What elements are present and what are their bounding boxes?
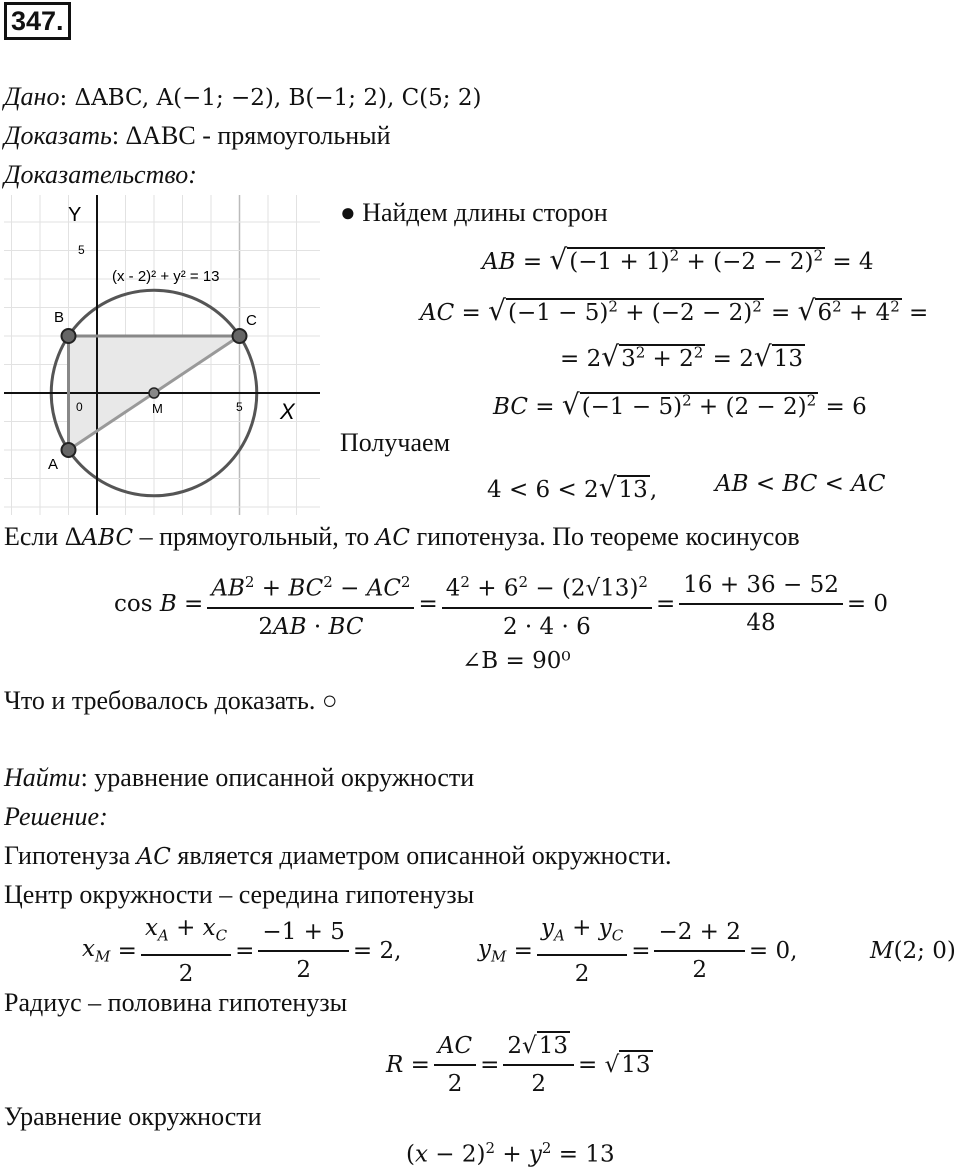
- qed-line: Что и требовалось доказать. ○: [4, 686, 338, 715]
- circle-equation-line: Уравнение окружности: [4, 1102, 262, 1131]
- center-line: Центр окружности – середина гипотенузы: [4, 880, 475, 909]
- point-c-marker: [233, 329, 247, 343]
- prove-label: Доказать: [4, 121, 112, 150]
- solution-label: Решение:: [4, 802, 108, 831]
- prove-line: [4, 121, 391, 151]
- radius-equation: R = $\frac{AC}{2}$ = $\frac{2√13}{2}$ = √13: [386, 1030, 653, 1100]
- eq-ab-radicand: $(-1 + 1)^2 + (-2 - 2)^2$: [569, 246, 824, 275]
- eq-bc: BC = $√(-1 - 5)^2 + (2 - 2)^2 = 6$: [493, 388, 867, 421]
- prove-text: : ΔABC - прямоугольный: [111, 121, 391, 150]
- circle-equation-label: (x - 2)² + y² = 13: [112, 268, 220, 285]
- find-label: Найти: [4, 763, 81, 792]
- given-text: : ΔABC, A(−1; −2), B(−1; 2), C(5; 2): [59, 85, 482, 111]
- origin-label: 0: [76, 400, 83, 414]
- axis-y-label: Y: [68, 204, 82, 226]
- find-line: [4, 763, 474, 793]
- point-m-label: M: [152, 401, 163, 416]
- coordinate-figure: [4, 195, 320, 515]
- final-equation: $(x - 2)^2 + y^2 = 13$: [406, 1139, 615, 1168]
- problem-number: 347.: [4, 2, 71, 40]
- point-c-label: C: [246, 312, 257, 329]
- angle-b: ∠B = 90⁰: [462, 648, 571, 674]
- point-m-marker: [149, 388, 159, 398]
- given-line: [4, 82, 481, 112]
- ym-equation: $y_M$ = $\frac{y_A + y_C}{2}$ = $\frac{-2 + 2}{2}$ = 0,: [478, 912, 797, 990]
- eq-ac-1: AC = $√(-1 - 5)^2 + (-2 - 2)^2 = √6^2 + 4^2$ =: [420, 294, 929, 327]
- eq-ac-2: = $2√3^2 + 2^2 = 2√13$: [560, 340, 803, 373]
- hypotenuse-line: Гипотенуза AC является диаметром описанной окружности.: [4, 841, 672, 870]
- proof-label: Доказательство:: [4, 160, 197, 189]
- cos-frac-1: $\frac{AB^2 + BC^2 - AC^2}{2AB \cdot BC}$: [207, 566, 414, 643]
- obtain-label: Получаем: [340, 428, 451, 457]
- cos-frac-3: $\frac{16 + 36 - 52}{48}$: [679, 569, 843, 639]
- given-label: Дано: [4, 82, 60, 111]
- inequality-numbers: 4 < 6 < 2√13,: [487, 471, 658, 504]
- xm-equation: $x_M$ = $\frac{x_A + x_C}{2}$ = $\frac{-1 + 5}{2}$ = 2,: [82, 912, 401, 990]
- if-line: Если ΔABC – прямоугольный, то AC гипотенуза. По теореме косинусов: [4, 522, 800, 551]
- radius-line: Радиус – половина гипотенузы: [4, 988, 348, 1017]
- point-b-marker: [62, 329, 76, 343]
- tick-5-y: 5: [78, 243, 85, 257]
- m-point: M(2; 0): [870, 938, 956, 964]
- tick-5-x: 5: [236, 400, 243, 414]
- find-text: : уравнение описанной окружности: [80, 763, 475, 792]
- point-b-label: B: [54, 309, 65, 326]
- cos-frac-2: $\frac{4^2 + 6^2 - (2√13)^2}{2 \cdot 4 \cdot 6}$: [442, 566, 652, 643]
- bullet-title: ● Найдем длины сторон: [340, 198, 608, 227]
- inequality-sides: AB < BC < AC: [715, 471, 886, 497]
- point-a-marker: [62, 443, 76, 457]
- point-a-label: A: [48, 456, 59, 473]
- eq-ab: AB = $√(-1 + 1)^2 + (-2 - 2)^2 = 4$: [482, 243, 874, 276]
- axis-x-label: X: [280, 399, 295, 424]
- cosine-equation: cos B = $\frac{AB^2 + BC^2 - AC^2}{2AB \cdot BC}$ = $\frac{4^2 + 6^2 - (2√13)^2}{2 \cdot 4 \cdot 6}$ = $\frac{16 + 36 - 52}{48}$ = 0: [114, 566, 888, 643]
